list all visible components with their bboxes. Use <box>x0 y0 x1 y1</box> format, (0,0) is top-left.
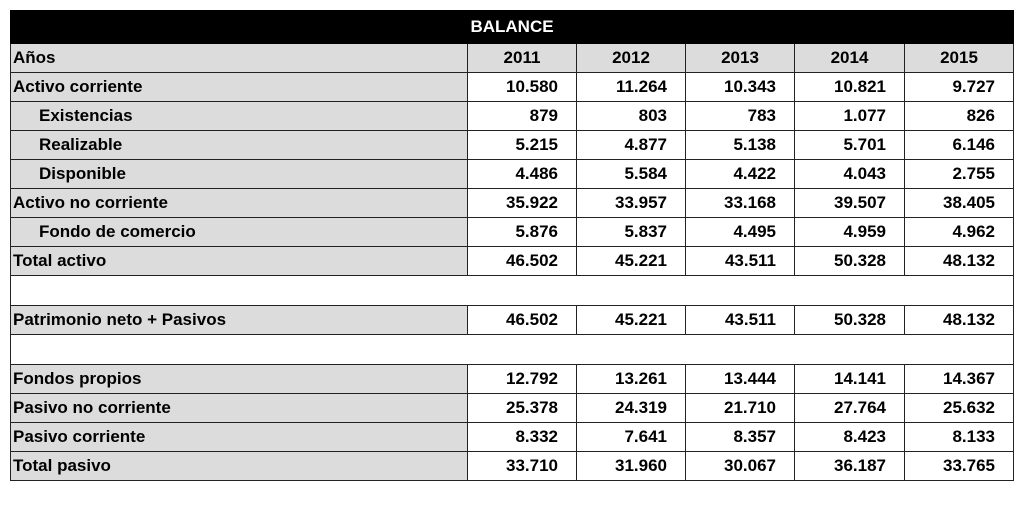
value-cell: 5.701 <box>795 131 905 160</box>
row-label: Total pasivo <box>11 452 468 481</box>
value-cell: 46.502 <box>468 306 577 335</box>
row-label: Activo no corriente <box>11 189 468 218</box>
row-label: Realizable <box>11 131 468 160</box>
value-cell: 12.792 <box>468 365 577 394</box>
row-label: Disponible <box>11 160 468 189</box>
value-cell: 1.077 <box>795 102 905 131</box>
table-row <box>11 218 1014 247</box>
value-cell: 33.765 <box>905 452 1014 481</box>
row-label: Patrimonio neto + Pasivos <box>11 306 468 335</box>
value-cell: 4.962 <box>905 218 1014 247</box>
year-header: 2015 <box>905 44 1014 73</box>
table-row <box>11 189 1014 218</box>
value-cell: 10.821 <box>795 73 905 102</box>
value-cell: 33.710 <box>468 452 577 481</box>
value-cell: 879 <box>468 102 577 131</box>
row-label: Pasivo no corriente <box>11 394 468 423</box>
value-cell: 25.632 <box>905 394 1014 423</box>
header-label: Años <box>11 44 468 73</box>
value-cell: 24.319 <box>577 394 686 423</box>
value-cell: 30.067 <box>686 452 795 481</box>
row-label: Activo corriente <box>11 73 468 102</box>
value-cell: 11.264 <box>577 73 686 102</box>
value-cell: 5.138 <box>686 131 795 160</box>
value-cell: 13.261 <box>577 365 686 394</box>
row-label: Existencias <box>11 102 468 131</box>
value-cell: 43.511 <box>686 306 795 335</box>
value-cell: 8.133 <box>905 423 1014 452</box>
table-row <box>11 131 1014 160</box>
value-cell: 803 <box>577 102 686 131</box>
value-cell: 783 <box>686 102 795 131</box>
value-cell: 10.343 <box>686 73 795 102</box>
year-header: 2014 <box>795 44 905 73</box>
value-cell: 5.584 <box>577 160 686 189</box>
value-cell: 9.727 <box>905 73 1014 102</box>
value-cell: 826 <box>905 102 1014 131</box>
value-cell: 4.877 <box>577 131 686 160</box>
row-label: Fondo de comercio <box>11 218 468 247</box>
value-cell: 8.357 <box>686 423 795 452</box>
value-cell: 45.221 <box>577 247 686 276</box>
title-row <box>11 11 1014 44</box>
row-label: Total activo <box>11 247 468 276</box>
table-row <box>11 73 1014 102</box>
table-row <box>11 365 1014 394</box>
value-cell: 48.132 <box>905 306 1014 335</box>
header-row <box>11 44 1014 73</box>
value-cell: 36.187 <box>795 452 905 481</box>
row-label: Pasivo corriente <box>11 423 468 452</box>
value-cell: 8.423 <box>795 423 905 452</box>
spacer-cell <box>11 335 1014 365</box>
value-cell: 5.837 <box>577 218 686 247</box>
value-cell: 38.405 <box>905 189 1014 218</box>
value-cell: 50.328 <box>795 306 905 335</box>
value-cell: 6.146 <box>905 131 1014 160</box>
value-cell: 5.215 <box>468 131 577 160</box>
spacer-row <box>11 276 1014 306</box>
value-cell: 48.132 <box>905 247 1014 276</box>
year-header: 2011 <box>468 44 577 73</box>
table-row <box>11 423 1014 452</box>
value-cell: 27.764 <box>795 394 905 423</box>
value-cell: 14.141 <box>795 365 905 394</box>
value-cell: 31.960 <box>577 452 686 481</box>
table-row <box>11 306 1014 335</box>
value-cell: 4.043 <box>795 160 905 189</box>
value-cell: 46.502 <box>468 247 577 276</box>
year-header: 2012 <box>577 44 686 73</box>
value-cell: 39.507 <box>795 189 905 218</box>
value-cell: 21.710 <box>686 394 795 423</box>
value-cell: 4.422 <box>686 160 795 189</box>
spacer-row <box>11 335 1014 365</box>
value-cell: 14.367 <box>905 365 1014 394</box>
value-cell: 45.221 <box>577 306 686 335</box>
value-cell: 10.580 <box>468 73 577 102</box>
table-row <box>11 394 1014 423</box>
table-row <box>11 247 1014 276</box>
value-cell: 2.755 <box>905 160 1014 189</box>
balance-sheet <box>10 10 1013 481</box>
value-cell: 4.495 <box>686 218 795 247</box>
value-cell: 8.332 <box>468 423 577 452</box>
table-row <box>11 160 1014 189</box>
value-cell: 33.957 <box>577 189 686 218</box>
value-cell: 25.378 <box>468 394 577 423</box>
spacer-cell <box>11 276 1014 306</box>
table-title: BALANCE <box>11 11 1014 44</box>
row-label: Fondos propios <box>11 365 468 394</box>
table-row <box>11 452 1014 481</box>
value-cell: 33.168 <box>686 189 795 218</box>
value-cell: 35.922 <box>468 189 577 218</box>
value-cell: 7.641 <box>577 423 686 452</box>
value-cell: 4.486 <box>468 160 577 189</box>
year-header: 2013 <box>686 44 795 73</box>
table-row <box>11 102 1014 131</box>
value-cell: 43.511 <box>686 247 795 276</box>
value-cell: 13.444 <box>686 365 795 394</box>
value-cell: 50.328 <box>795 247 905 276</box>
balance-table <box>10 10 1014 481</box>
value-cell: 4.959 <box>795 218 905 247</box>
value-cell: 5.876 <box>468 218 577 247</box>
